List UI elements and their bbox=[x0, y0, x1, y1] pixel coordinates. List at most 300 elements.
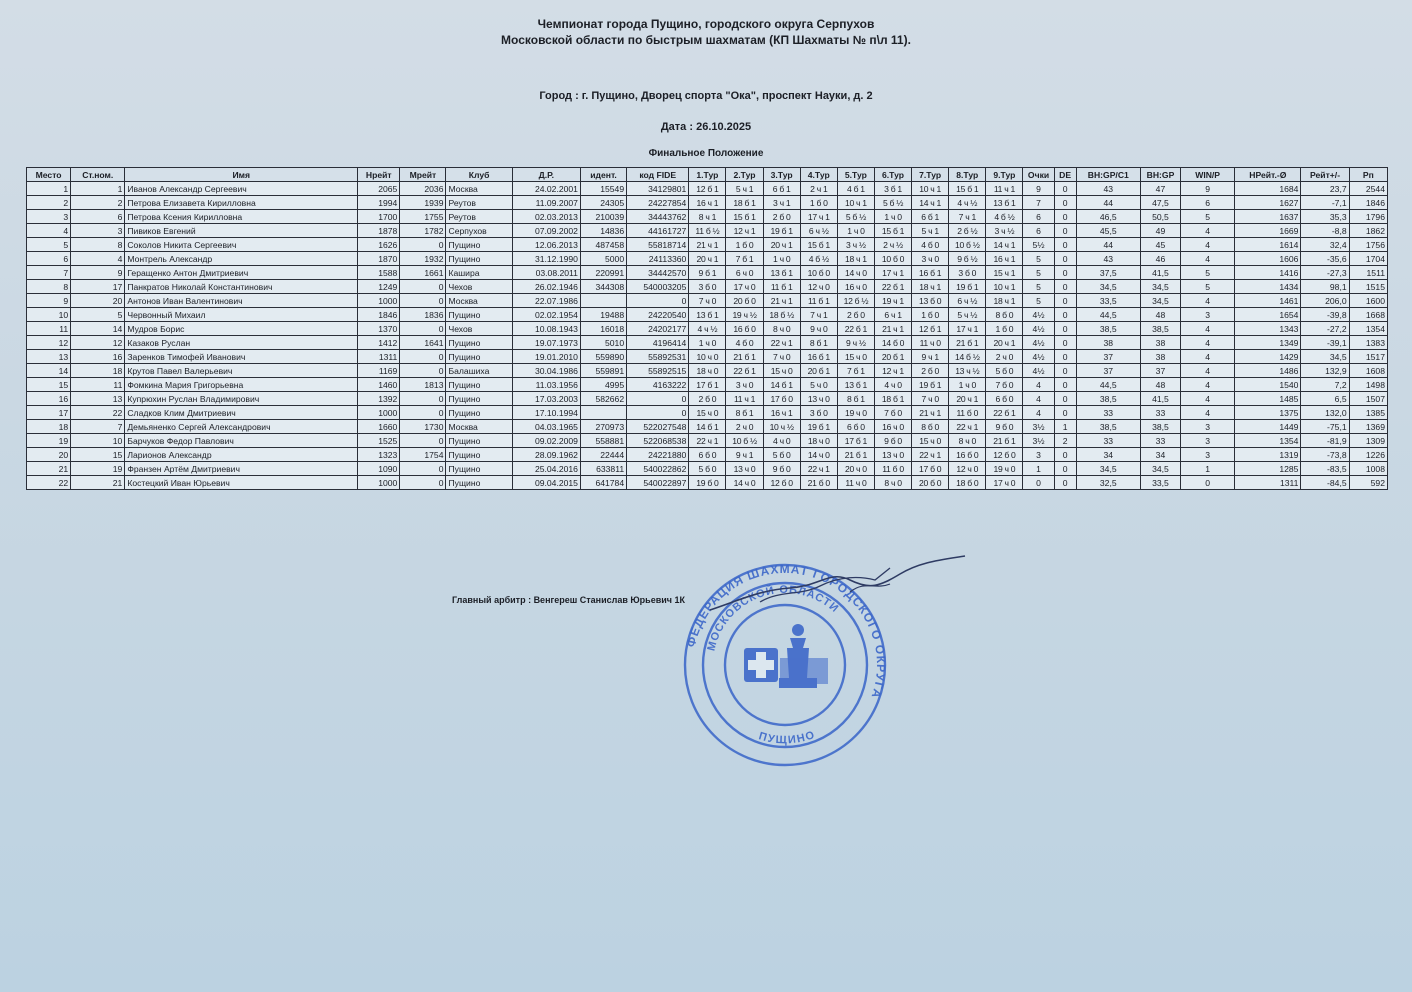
table-cell: 4 bbox=[1181, 238, 1235, 252]
table-cell: 9 б 1 bbox=[689, 266, 726, 280]
table-cell: 5 bbox=[1023, 252, 1054, 266]
table-cell: 10 б ½ bbox=[726, 434, 763, 448]
table-cell: Пущино bbox=[446, 434, 512, 448]
table-cell: 8 bbox=[71, 238, 125, 252]
table-cell: 13 б 1 bbox=[763, 266, 800, 280]
table-cell: 0 bbox=[1054, 462, 1076, 476]
table-cell: 25.04.2016 bbox=[512, 462, 580, 476]
table-cell: -35,6 bbox=[1301, 252, 1349, 266]
table-cell: Пущино bbox=[446, 462, 512, 476]
table-cell: 9 ч 1 bbox=[912, 350, 949, 364]
table-cell: 8 б 1 bbox=[726, 406, 763, 420]
table-cell: Червонный Михаил bbox=[125, 308, 358, 322]
table-cell: 19 bbox=[27, 434, 71, 448]
table-cell: 1 ч 0 bbox=[874, 210, 911, 224]
table-cell: 7 б 0 bbox=[874, 406, 911, 420]
table-cell: 1756 bbox=[1349, 238, 1387, 252]
table-cell: 55818714 bbox=[627, 238, 689, 252]
table-cell: 15 ч 1 bbox=[986, 266, 1023, 280]
table-cell: 6 ч 1 bbox=[874, 308, 911, 322]
table-cell: 5½ bbox=[1023, 238, 1054, 252]
column-header: 1.Тур bbox=[689, 168, 726, 182]
table-cell: 5 bbox=[27, 238, 71, 252]
table-cell: 1932 bbox=[400, 252, 446, 266]
seal-bottom-text: ПУЩИНО bbox=[757, 728, 818, 747]
table-cell: 19.07.1973 bbox=[512, 336, 580, 350]
column-header: Рп bbox=[1349, 168, 1387, 182]
table-cell: 20 ч 1 bbox=[986, 336, 1023, 350]
table-cell: 522027548 bbox=[627, 420, 689, 434]
table-cell: 5 bbox=[1181, 280, 1235, 294]
table-cell: 35,3 bbox=[1301, 210, 1349, 224]
table-cell: 13 bbox=[27, 350, 71, 364]
table-cell: 7 ч 0 bbox=[763, 350, 800, 364]
table-cell: 12.06.2013 bbox=[512, 238, 580, 252]
table-cell: 14 ч 1 bbox=[912, 196, 949, 210]
table-cell: 14 б 1 bbox=[689, 420, 726, 434]
column-header: код FIDE bbox=[627, 168, 689, 182]
table-cell: 32,4 bbox=[1301, 238, 1349, 252]
table-cell: 0 bbox=[1054, 294, 1076, 308]
table-cell: 37 bbox=[1076, 350, 1140, 364]
table-cell: 19 ч ½ bbox=[726, 308, 763, 322]
table-cell: 1008 bbox=[1349, 462, 1387, 476]
table-cell: 3 ч 0 bbox=[726, 378, 763, 392]
table-cell: 19 б 1 bbox=[949, 280, 986, 294]
table-cell: 522068538 bbox=[627, 434, 689, 448]
table-cell: 1517 bbox=[1349, 350, 1387, 364]
table-cell: 34,5 bbox=[1301, 350, 1349, 364]
table-cell: 0 bbox=[400, 392, 446, 406]
table-cell: 4196414 bbox=[627, 336, 689, 350]
table-cell: 20 ч 1 bbox=[689, 252, 726, 266]
table-cell: 1600 bbox=[1349, 294, 1387, 308]
table-cell: Панкратов Николай Константинович bbox=[125, 280, 358, 294]
table-cell: 22 б 1 bbox=[874, 280, 911, 294]
table-cell: 8 ч 0 bbox=[949, 434, 986, 448]
table-cell: 1 bbox=[1023, 462, 1054, 476]
table-cell: 2 б 0 bbox=[763, 210, 800, 224]
table-cell: 19 б 1 bbox=[800, 420, 837, 434]
table-cell: 14 bbox=[71, 322, 125, 336]
table-cell: 38,5 bbox=[1140, 420, 1180, 434]
table-header-row bbox=[27, 168, 1388, 182]
table-cell: 20 ч 1 bbox=[949, 392, 986, 406]
column-header: WIN/P bbox=[1181, 168, 1235, 182]
table-cell: 3 б 0 bbox=[949, 266, 986, 280]
table-cell: 16 ч 0 bbox=[874, 420, 911, 434]
table-cell: 21 б 1 bbox=[726, 350, 763, 364]
table-cell: 6 б 1 bbox=[763, 182, 800, 196]
table-cell: 45 bbox=[1140, 238, 1180, 252]
table-cell: 22 bbox=[27, 476, 71, 490]
chess-pieces-icon bbox=[744, 624, 828, 688]
column-header: Д.Р. bbox=[512, 168, 580, 182]
table-cell: 0 bbox=[1181, 476, 1235, 490]
table-cell: 20 ч 0 bbox=[837, 462, 874, 476]
seal-inner-text: МОСКОВСКОЙ ОБЛАСТИ bbox=[705, 583, 841, 653]
table-cell: 1309 bbox=[1349, 434, 1387, 448]
table-cell: 1684 bbox=[1235, 182, 1301, 196]
table-cell: 1870 bbox=[358, 252, 400, 266]
table-cell: 1349 bbox=[1235, 336, 1301, 350]
table-cell: 15 б 1 bbox=[726, 210, 763, 224]
table-cell: 14 bbox=[27, 364, 71, 378]
table-cell: 9 б 0 bbox=[874, 434, 911, 448]
table-cell: 15 ч 0 bbox=[837, 350, 874, 364]
table-cell: 3 bbox=[71, 224, 125, 238]
table-cell: 8 б 1 bbox=[837, 392, 874, 406]
table-cell: Соколов Никита Сергеевич bbox=[125, 238, 358, 252]
table-cell: 19488 bbox=[580, 308, 626, 322]
table-cell: 5000 bbox=[580, 252, 626, 266]
table-cell: Купрюхин Руслан Владимирович bbox=[125, 392, 358, 406]
table-cell: 7 б 0 bbox=[986, 378, 1023, 392]
table-cell: 13 б 1 bbox=[986, 196, 1023, 210]
table-cell: 0 bbox=[1054, 350, 1076, 364]
table-cell: 13 ч 0 bbox=[874, 448, 911, 462]
table-cell: 5 ч 1 bbox=[726, 182, 763, 196]
table-cell: 1090 bbox=[358, 462, 400, 476]
table-cell: 15 bbox=[71, 448, 125, 462]
table-cell: 18 ч 0 bbox=[689, 364, 726, 378]
table-cell: 43 bbox=[1076, 252, 1140, 266]
table-cell: Пущино bbox=[446, 238, 512, 252]
table-cell: 2 bbox=[27, 196, 71, 210]
table-cell: 18 б 1 bbox=[726, 196, 763, 210]
table-cell: Пущино bbox=[446, 252, 512, 266]
table-cell: 4 bbox=[1181, 378, 1235, 392]
table-cell: Балашиха bbox=[446, 364, 512, 378]
table-cell: 559890 bbox=[580, 350, 626, 364]
table-cell: 19 bbox=[71, 462, 125, 476]
table-cell: 0 bbox=[627, 392, 689, 406]
table-cell: 1370 bbox=[358, 322, 400, 336]
table-cell: Крутов Павел Валерьевич bbox=[125, 364, 358, 378]
table-cell: 33 bbox=[1076, 434, 1140, 448]
table-row bbox=[27, 378, 1388, 392]
table-cell: 2 ч ½ bbox=[874, 238, 911, 252]
table-cell: 6 bbox=[1023, 224, 1054, 238]
table-cell: 18 б 0 bbox=[949, 476, 986, 490]
table-cell: 37,5 bbox=[1076, 266, 1140, 280]
table-cell: 10 ч ½ bbox=[763, 420, 800, 434]
table-cell: Казаков Руслан bbox=[125, 336, 358, 350]
column-header: Рейт+/- bbox=[1301, 168, 1349, 182]
table-cell: -8,8 bbox=[1301, 224, 1349, 238]
table-cell: 3 ч 0 bbox=[912, 252, 949, 266]
table-cell: 11 б ½ bbox=[689, 224, 726, 238]
table-cell: 22 bbox=[71, 406, 125, 420]
table-cell: 1319 bbox=[1235, 448, 1301, 462]
table-cell: 1939 bbox=[400, 196, 446, 210]
column-header: 2.Тур bbox=[726, 168, 763, 182]
table-cell: 15 ч 0 bbox=[912, 434, 949, 448]
table-cell: 1836 bbox=[400, 308, 446, 322]
table-row bbox=[27, 308, 1388, 322]
table-cell: 4995 bbox=[580, 378, 626, 392]
document-title bbox=[0, 16, 1412, 48]
table-cell: 18 bbox=[71, 364, 125, 378]
table-cell: 34 bbox=[1076, 448, 1140, 462]
table-cell: 11 ч 1 bbox=[986, 182, 1023, 196]
table-cell: -7,1 bbox=[1301, 196, 1349, 210]
table-cell: 22 ч 1 bbox=[949, 420, 986, 434]
table-cell: 0 bbox=[400, 434, 446, 448]
table-cell: 3 bbox=[1181, 420, 1235, 434]
table-cell: 17 б 0 bbox=[912, 462, 949, 476]
table-cell: 7 б 1 bbox=[726, 252, 763, 266]
table-cell: 0 bbox=[1054, 364, 1076, 378]
table-cell: 132,9 bbox=[1301, 364, 1349, 378]
table-cell: Пущино bbox=[446, 350, 512, 364]
table-row bbox=[27, 406, 1388, 420]
table-cell: 09.02.2009 bbox=[512, 434, 580, 448]
table-cell: 02.02.1954 bbox=[512, 308, 580, 322]
table-cell: 8 ч 1 bbox=[689, 210, 726, 224]
table-cell bbox=[580, 406, 626, 420]
table-cell: Пущино bbox=[446, 448, 512, 462]
table-cell: 38,5 bbox=[1076, 322, 1140, 336]
table-cell: 6 ч 0 bbox=[726, 266, 763, 280]
table-cell: 4 bbox=[1023, 378, 1054, 392]
table-cell: 22 ч 1 bbox=[800, 462, 837, 476]
table-cell: 6 bbox=[27, 252, 71, 266]
table-cell: 11 bbox=[27, 322, 71, 336]
table-cell: 10 bbox=[71, 434, 125, 448]
table-cell: 15 bbox=[27, 378, 71, 392]
table-cell: 1878 bbox=[358, 224, 400, 238]
table-cell: 1000 bbox=[358, 406, 400, 420]
table-cell: 12 б ½ bbox=[837, 294, 874, 308]
table-cell: 19 ч 0 bbox=[837, 406, 874, 420]
table-cell: Пущино bbox=[446, 476, 512, 490]
table-cell: 22 ч 1 bbox=[689, 434, 726, 448]
table-cell: 4½ bbox=[1023, 350, 1054, 364]
table-cell: 17 ч 0 bbox=[986, 476, 1023, 490]
table-cell: 17 ч 0 bbox=[726, 280, 763, 294]
standings-table bbox=[26, 167, 1388, 490]
table-cell: 15 б 1 bbox=[874, 224, 911, 238]
table-cell: -27,2 bbox=[1301, 322, 1349, 336]
table-cell: 0 bbox=[1023, 476, 1054, 490]
table-cell: 17 ч 1 bbox=[874, 266, 911, 280]
column-header: Мрейт bbox=[400, 168, 446, 182]
table-cell: Пущино bbox=[446, 378, 512, 392]
table-cell: 1606 bbox=[1235, 252, 1301, 266]
table-cell: 1169 bbox=[358, 364, 400, 378]
table-cell: 1 bbox=[1054, 420, 1076, 434]
table-cell: 4 bbox=[1181, 350, 1235, 364]
table-cell: 1429 bbox=[1235, 350, 1301, 364]
table-row bbox=[27, 350, 1388, 364]
table-cell: 10 ч 1 bbox=[986, 280, 1023, 294]
table-cell: 11.03.1956 bbox=[512, 378, 580, 392]
table-cell: 9 bbox=[27, 294, 71, 308]
column-header: Имя bbox=[125, 168, 358, 182]
table-row bbox=[27, 434, 1388, 448]
table-cell: 32,5 bbox=[1076, 476, 1140, 490]
table-cell: 14 ч 0 bbox=[800, 448, 837, 462]
table-cell: 33,5 bbox=[1076, 294, 1140, 308]
table-cell: 1 ч 0 bbox=[763, 252, 800, 266]
table-cell: 2 ч 0 bbox=[986, 350, 1023, 364]
table-cell: 19 б 1 bbox=[912, 378, 949, 392]
table-row bbox=[27, 210, 1388, 224]
table-cell: 30.04.1986 bbox=[512, 364, 580, 378]
table-cell: 1782 bbox=[400, 224, 446, 238]
table-cell: Пущино bbox=[446, 392, 512, 406]
table-cell bbox=[580, 294, 626, 308]
table-cell: 540003205 bbox=[627, 280, 689, 294]
table-cell: Чехов bbox=[446, 280, 512, 294]
table-cell: 3½ bbox=[1023, 434, 1054, 448]
table-cell: 9 ч 0 bbox=[800, 322, 837, 336]
table-cell: 206,0 bbox=[1301, 294, 1349, 308]
table-cell: 6 bbox=[71, 210, 125, 224]
table-cell: 1000 bbox=[358, 476, 400, 490]
table-cell: 12 ч 1 bbox=[874, 364, 911, 378]
table-cell: 6 bbox=[1023, 210, 1054, 224]
table-cell: 3 bbox=[1181, 434, 1235, 448]
table-cell: 1385 bbox=[1349, 406, 1387, 420]
table-cell: 5 б 0 bbox=[763, 448, 800, 462]
table-cell: 16 б 1 bbox=[912, 266, 949, 280]
table-cell: 6 ч ½ bbox=[800, 224, 837, 238]
table-cell: Сладков Клим Дмитриевич bbox=[125, 406, 358, 420]
table-cell: 09.04.2015 bbox=[512, 476, 580, 490]
table-cell: 4½ bbox=[1023, 364, 1054, 378]
table-cell: 9 б 0 bbox=[763, 462, 800, 476]
table-cell: 558881 bbox=[580, 434, 626, 448]
table-cell: 3½ bbox=[1023, 420, 1054, 434]
table-cell: 07.09.2002 bbox=[512, 224, 580, 238]
table-cell: -75,1 bbox=[1301, 420, 1349, 434]
chief-arbiter: Главный арбитр : Венгереш Станислав Юрьевич 1К bbox=[452, 595, 686, 605]
table-cell: 21 bbox=[71, 476, 125, 490]
table-cell: 22 ч 1 bbox=[912, 448, 949, 462]
table-cell: 5 б ½ bbox=[837, 210, 874, 224]
table-cell: Иванов Александр Сергеевич bbox=[125, 182, 358, 196]
table-cell: 3 bbox=[27, 210, 71, 224]
title-line-2: Московской области по быстрым шахматам (КП Шахматы № п\л 11). bbox=[501, 33, 911, 47]
table-cell: 55892515 bbox=[627, 364, 689, 378]
table-cell: 1 bbox=[1181, 462, 1235, 476]
table-cell: 1730 bbox=[400, 420, 446, 434]
table-cell: 13 б 1 bbox=[837, 378, 874, 392]
table-cell: 19 ч 0 bbox=[986, 462, 1023, 476]
table-cell: 11 б 1 bbox=[800, 294, 837, 308]
table-cell: 4 ч ½ bbox=[949, 196, 986, 210]
table-cell: 1704 bbox=[1349, 252, 1387, 266]
table-cell: 47,5 bbox=[1140, 196, 1180, 210]
table-cell: 16 б 0 bbox=[726, 322, 763, 336]
table-cell: 3 б 0 bbox=[689, 280, 726, 294]
table-cell: Москва bbox=[446, 182, 512, 196]
table-cell: 17 bbox=[27, 406, 71, 420]
table-cell: 10.08.1943 bbox=[512, 322, 580, 336]
table-cell: 10 bbox=[27, 308, 71, 322]
table-cell: 24220540 bbox=[627, 308, 689, 322]
table-cell: 15 б 1 bbox=[949, 182, 986, 196]
table-cell: 10 б 0 bbox=[874, 252, 911, 266]
table-cell: 344308 bbox=[580, 280, 626, 294]
table-cell: 1311 bbox=[1235, 476, 1301, 490]
table-cell: 270973 bbox=[580, 420, 626, 434]
table-cell: 14 ч 1 bbox=[986, 238, 1023, 252]
table-cell: -39,1 bbox=[1301, 336, 1349, 350]
table-cell: 38 bbox=[1140, 350, 1180, 364]
table-cell: 5010 bbox=[580, 336, 626, 350]
table-cell: 3 ч ½ bbox=[837, 238, 874, 252]
table-cell: 2 б 0 bbox=[837, 308, 874, 322]
column-header: 8.Тур bbox=[949, 168, 986, 182]
table-cell: 6 б 0 bbox=[689, 448, 726, 462]
table-cell: 1669 bbox=[1235, 224, 1301, 238]
table-cell: 44,5 bbox=[1076, 308, 1140, 322]
table-cell: 0 bbox=[1054, 196, 1076, 210]
table-cell: 5 ч 1 bbox=[912, 224, 949, 238]
table-cell: 16018 bbox=[580, 322, 626, 336]
table-cell: Демьяненко Сергей Александрович bbox=[125, 420, 358, 434]
table-cell: 0 bbox=[1054, 182, 1076, 196]
table-cell: 1 bbox=[71, 182, 125, 196]
table-cell: 31.12.1990 bbox=[512, 252, 580, 266]
table-cell: 3 bbox=[1023, 448, 1054, 462]
table-cell: 26.02.1946 bbox=[512, 280, 580, 294]
table-cell: 1412 bbox=[358, 336, 400, 350]
column-header: 6.Тур bbox=[874, 168, 911, 182]
table-cell: 540022862 bbox=[627, 462, 689, 476]
table-cell: 10 б 0 bbox=[800, 266, 837, 280]
table-cell: 10 ч 1 bbox=[837, 196, 874, 210]
table-cell: 12 б 1 bbox=[912, 322, 949, 336]
table-cell: Пивиков Евгений bbox=[125, 224, 358, 238]
location-line: Город : г. Пущино, Дворец спорта "Ока", проспект Науки, д. 2 bbox=[539, 90, 873, 102]
table-cell: 4 bbox=[1023, 406, 1054, 420]
table-cell: 11 ч 0 bbox=[912, 336, 949, 350]
table-cell: 1000 bbox=[358, 294, 400, 308]
column-header: DE bbox=[1054, 168, 1076, 182]
table-cell: 5 bbox=[1023, 266, 1054, 280]
table-cell: 1660 bbox=[358, 420, 400, 434]
table-cell: 1614 bbox=[1235, 238, 1301, 252]
table-cell: 1 б 0 bbox=[800, 196, 837, 210]
table-cell: 7,2 bbox=[1301, 378, 1349, 392]
table-cell: 2 ч 0 bbox=[726, 420, 763, 434]
table-cell: 17 ч 1 bbox=[949, 322, 986, 336]
table-cell: 1540 bbox=[1235, 378, 1301, 392]
table-cell: 1754 bbox=[400, 448, 446, 462]
table-cell: 19.01.2010 bbox=[512, 350, 580, 364]
table-cell: 18 ч 1 bbox=[912, 280, 949, 294]
table-cell: 8 ч 0 bbox=[763, 322, 800, 336]
table-cell: 4½ bbox=[1023, 308, 1054, 322]
table-cell: 8 б 0 bbox=[986, 308, 1023, 322]
table-row bbox=[27, 336, 1388, 350]
table-cell: 0 bbox=[1054, 252, 1076, 266]
table-cell: 15 ч 0 bbox=[763, 364, 800, 378]
table-cell: Пущино bbox=[446, 336, 512, 350]
table-cell: 13 ч ½ bbox=[949, 364, 986, 378]
table-cell: 9 б ½ bbox=[949, 252, 986, 266]
table-cell: 55892531 bbox=[627, 350, 689, 364]
table-cell: 12 б 1 bbox=[689, 182, 726, 196]
table-cell: 34 bbox=[1140, 448, 1180, 462]
table-cell: 18 ч 0 bbox=[800, 434, 837, 448]
table-cell: Чехов bbox=[446, 322, 512, 336]
table-cell: 50,5 bbox=[1140, 210, 1180, 224]
